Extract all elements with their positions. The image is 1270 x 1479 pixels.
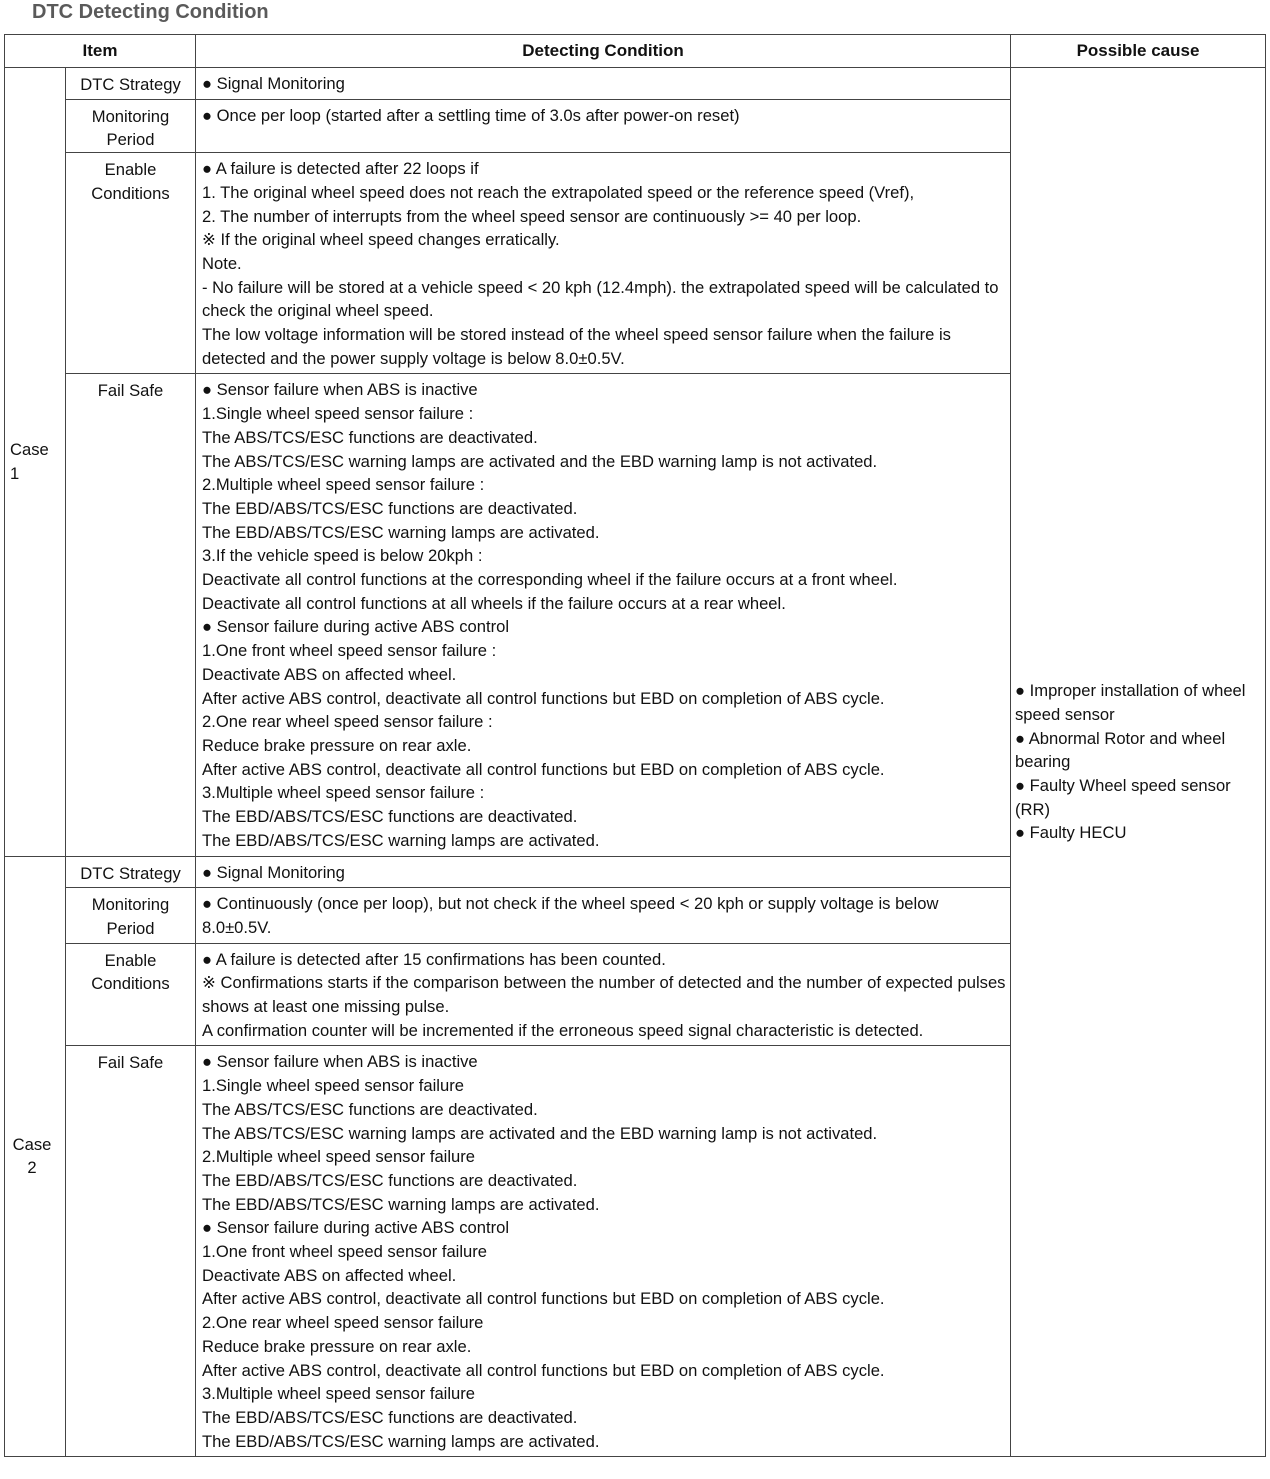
condition-line: Deactivate all control functions at the corresponding wheel if the failure occurs at a front wheel. [202, 570, 898, 590]
row-condition [196, 153, 1011, 374]
table-row [5, 68, 1266, 100]
condition-line: ● Sensor failure when ABS is inactive [202, 1052, 478, 1072]
condition-line: Reduce brake pressure on rear axle. [202, 735, 472, 755]
dtc-table-wrapper [4, 34, 1266, 1457]
row-item-label: Enable Conditions [66, 943, 196, 1046]
condition-line: 2. The number of interrupts from the wheel speed sensor are continuously >= 40 per loop. [202, 206, 862, 226]
condition-line: ● Sensor failure during active ABS control [202, 617, 510, 637]
condition-line: 3.If the vehicle speed is below 20kph : [202, 546, 483, 566]
condition-line: 2.Multiple wheel speed sensor failure [202, 1147, 476, 1167]
row-item-label: DTC Strategy [66, 68, 196, 100]
condition-line: The EBD/ABS/TCS/ESC warning lamps are activated. [202, 522, 600, 542]
condition-line: ● Continuously (once per loop), but not check if the wheel speed < 20 kph or supply voltage is below 8.0±0.5V. [202, 894, 939, 937]
condition-line: ● Once per loop (started after a settling time of 3.0s after power-on reset) [202, 105, 740, 125]
header-detecting-condition: Detecting Condition [196, 35, 1011, 68]
row-item-label: Fail Safe [66, 374, 196, 856]
condition-line: 1.Single wheel speed sensor failure : [202, 404, 474, 424]
possible-cause-item: ● Abnormal Rotor and wheel bearing [1015, 728, 1226, 772]
condition-line: A confirmation counter will be incremented if the erroneous speed signal characteristic is detected. [202, 1020, 924, 1040]
condition-line: The EBD/ABS/TCS/ESC functions are deactivated. [202, 807, 578, 827]
row-item-label: Enable Conditions [66, 153, 196, 374]
possible-cause-item: ● Improper installation of wheel speed sensor [1015, 681, 1246, 724]
case-2-label [5, 856, 66, 1457]
condition-line: The EBD/ABS/TCS/ESC warning lamps are activated. [202, 830, 600, 850]
condition-line: 2.Multiple wheel speed sensor failure : [202, 475, 485, 495]
row-condition [196, 888, 1011, 943]
condition-line: ※ Confirmations starts if the comparison between the number of detected and the number of expected pulses shows at least one missing pulse. [202, 973, 1006, 1017]
row-item-label: Monitoring Period [66, 888, 196, 943]
condition-line: 2.One rear wheel speed sensor failure : [202, 712, 493, 732]
condition-line: Deactivate ABS on affected wheel. [202, 664, 457, 684]
possible-cause-cell [1011, 68, 1266, 1457]
row-item-label: Fail Safe [66, 1046, 196, 1457]
header-possible-cause: Possible cause [1011, 35, 1266, 68]
possible-cause-item: ● Faulty HECU [1015, 823, 1127, 843]
condition-line: The EBD/ABS/TCS/ESC functions are deactivated. [202, 1407, 578, 1427]
condition-line: ● Signal Monitoring [202, 74, 345, 93]
condition-line: The EBD/ABS/TCS/ESC functions are deactivated. [202, 1170, 578, 1190]
condition-line: After active ABS control, deactivate all control functions but EBD on completion of ABS cycle. [202, 1289, 885, 1309]
condition-line: ● Sensor failure during active ABS control [202, 1218, 510, 1238]
condition-line: The ABS/TCS/ESC functions are deactivated. [202, 1099, 538, 1119]
condition-line: ● A failure is detected after 22 loops if [202, 159, 479, 179]
condition-line: The low voltage information will be stored instead of the wheel speed sensor failure when the failure is detected and the power supply voltage is below 8.0±0.5V. [202, 325, 951, 368]
condition-line: 3.Multiple wheel speed sensor failure : [202, 783, 485, 803]
condition-line: ● A failure is detected after 15 confirmations has been counted. [202, 949, 666, 969]
condition-line: After active ABS control, deactivate all control functions but EBD on completion of ABS cycle. [202, 759, 885, 779]
row-item-label: DTC Strategy [66, 856, 196, 888]
condition-line: The ABS/TCS/ESC warning lamps are activated and the EBD warning lamp is not activated. [202, 1123, 878, 1143]
condition-line: 1.One front wheel speed sensor failure [202, 1242, 488, 1262]
condition-line: Deactivate all control functions at all wheels if the failure occurs at a rear wheel. [202, 593, 786, 613]
section-title: DTC Detecting Condition [32, 1, 269, 23]
condition-line: Reduce brake pressure on rear axle. [202, 1336, 472, 1356]
condition-line: The EBD/ABS/TCS/ESC warning lamps are activated. [202, 1431, 600, 1451]
condition-line: Note. [202, 253, 242, 273]
condition-line: After active ABS control, deactivate all control functions but EBD on completion of ABS cycle. [202, 688, 885, 708]
condition-line: 3.Multiple wheel speed sensor failure [202, 1384, 476, 1404]
row-item-label: Monitoring Period [66, 99, 196, 152]
condition-line: The ABS/TCS/ESC functions are deactivated. [202, 427, 538, 447]
condition-line: 1. The original wheel speed does not reach the extrapolated speed or the reference speed (Vref), [202, 182, 915, 202]
row-condition [196, 943, 1011, 1046]
possible-cause-list [1015, 679, 1259, 845]
condition-line: ● Signal Monitoring [202, 862, 345, 882]
condition-line: 2.One rear wheel speed sensor failure [202, 1313, 484, 1333]
row-condition [196, 99, 1011, 152]
condition-line: ※ If the original wheel speed changes erratically. [202, 230, 560, 250]
dtc-condition-table [4, 34, 1266, 1457]
header-item: Item [5, 35, 196, 68]
case-1-label [5, 68, 66, 857]
row-condition [196, 374, 1011, 856]
condition-line: 1.Single wheel speed sensor failure [202, 1076, 464, 1096]
row-condition [196, 856, 1011, 888]
condition-line: The ABS/TCS/ESC warning lamps are activated and the EBD warning lamp is not activated. [202, 451, 878, 471]
table-body [5, 68, 1266, 1457]
row-condition [196, 1046, 1011, 1457]
condition-line: The EBD/ABS/TCS/ESC functions are deactivated. [202, 498, 578, 518]
condition-line: After active ABS control, deactivate all control functions but EBD on completion of ABS cycle. [202, 1360, 885, 1380]
case-1-label-text: Case 1 [10, 440, 49, 483]
condition-line: ● Sensor failure when ABS is inactive [202, 380, 478, 400]
condition-line: Deactivate ABS on affected wheel. [202, 1265, 457, 1285]
row-condition [196, 68, 1011, 100]
header-row [5, 35, 1266, 68]
condition-line: - No failure will be stored at a vehicle speed < 20 kph (12.4mph). the extrapolated speed will be calculated to check the original wheel speed. [202, 277, 999, 321]
possible-cause-item: ● Faulty Wheel speed sensor (RR) [1015, 776, 1231, 819]
case-2-label-text: Case 2 [12, 1134, 52, 1178]
condition-line: 1.One front wheel speed sensor failure : [202, 641, 497, 661]
condition-line: The EBD/ABS/TCS/ESC warning lamps are activated. [202, 1194, 600, 1214]
